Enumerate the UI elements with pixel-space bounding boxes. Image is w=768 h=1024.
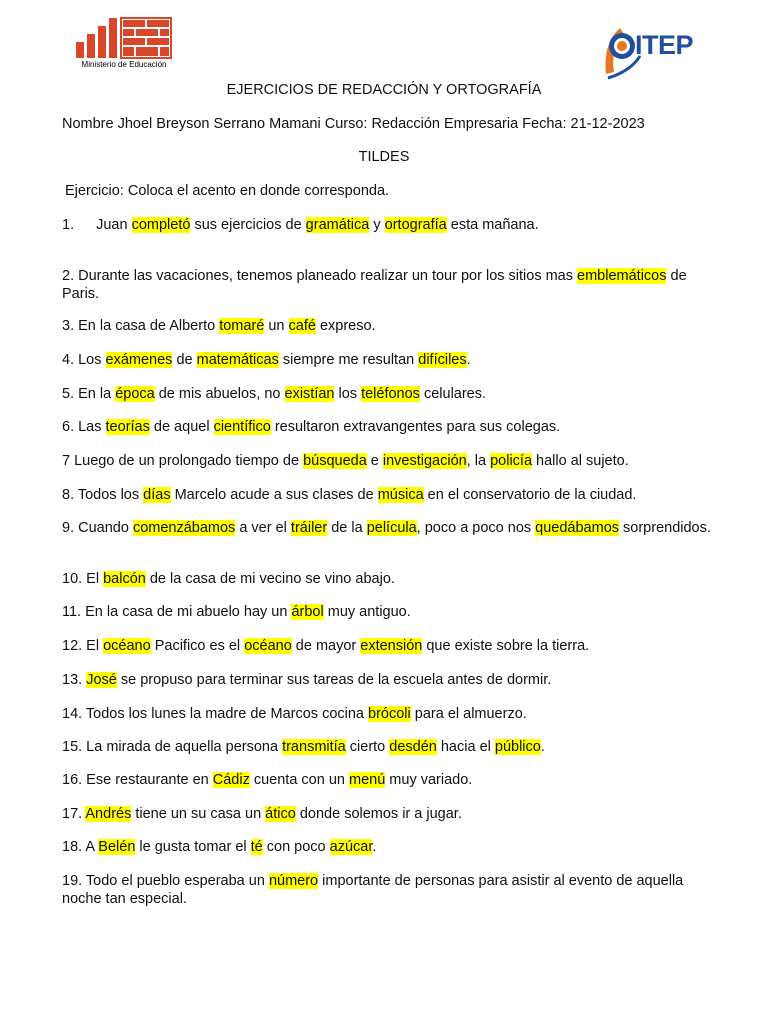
sentence-text: de [172, 352, 197, 368]
exercise-item-7 [62, 452, 712, 470]
exercise-item-11 [62, 603, 712, 621]
sentence-text: celulares. [419, 386, 487, 402]
highlighted-word: teorías [105, 419, 150, 435]
sentence-text: Juan [96, 217, 132, 233]
itep-logo [602, 16, 694, 80]
sentence-text: . [372, 839, 377, 855]
sentence-text: con poco [262, 839, 330, 855]
sentence-text: sorprendidos. [619, 520, 711, 536]
sentence-text: 7 Luego de un prolongado tiempo de [62, 453, 304, 469]
sentence-text: 1. [62, 217, 75, 233]
highlighted-word: número [268, 873, 319, 889]
sentence-text: cierto [345, 739, 390, 755]
highlighted-word: científico [213, 419, 271, 435]
sentence-text: 8. Todos los [62, 487, 144, 503]
sentence-text: , poco a poco nos [416, 520, 536, 536]
highlighted-word: completó [131, 217, 191, 233]
sentence-text: de mayor [291, 638, 361, 654]
sentence-text: sus ejercicios de [190, 217, 306, 233]
exercise-instruction: Ejercicio: Coloca el acento en donde corresponda. [65, 183, 390, 199]
sentence-text: que existe sobre la tierra. [422, 638, 590, 654]
exercise-item-8 [62, 486, 712, 504]
highlighted-word: azúcar [329, 839, 373, 855]
sentence-text: hacia el [436, 739, 495, 755]
student-info-line: Nombre Jhoel Breyson Serrano Mamani Curso: Redacción Empresaria Fecha: 21-12-2023 [62, 116, 645, 132]
highlighted-word: investigación [382, 453, 467, 469]
sentence-text: 14. Todos los lunes la madre de Marcos cocina [62, 706, 369, 722]
highlighted-word: árbol [291, 604, 324, 620]
sentence-text: 9. Cuando [62, 520, 133, 536]
exercise-item-9 [62, 519, 712, 537]
exercise-item-10 [62, 570, 712, 588]
highlighted-word: emblemáticos [577, 268, 667, 284]
highlighted-word: ortografía [384, 217, 447, 233]
highlighted-word: gramática [305, 217, 370, 233]
highlighted-word: público [494, 739, 541, 755]
highlighted-word: época [115, 386, 155, 402]
sentence-text: 18. A [62, 839, 99, 855]
highlighted-word: tráiler [290, 520, 328, 536]
sentence-text: en el conservatorio de la ciudad. [423, 487, 637, 503]
sentence-text: los [334, 386, 362, 402]
highlighted-word: balcón [103, 571, 146, 587]
highlighted-word: transmitía [282, 739, 346, 755]
highlighted-word: tomaré [219, 318, 265, 334]
highlighted-word: José [86, 672, 117, 688]
highlighted-word: océano [103, 638, 151, 654]
sentence-text: de aquel [149, 419, 214, 435]
exercise-item-2 [62, 267, 712, 303]
sentence-text: 2. Durante las vacaciones, tenemos planeado realizar un tour por los sitios mas [62, 268, 578, 284]
exercise-item-18 [62, 838, 712, 856]
sentence-text: 11. En la casa de mi abuelo hay un [62, 604, 292, 620]
sentence-text: importante de personas para asistir al evento de aquella noche tan especial. [62, 873, 684, 907]
sentence-text: 13. [62, 672, 87, 688]
sentence-text: le gusta tomar el [135, 839, 251, 855]
sentence-text: de la casa de mi vecino se vino abajo. [145, 571, 395, 587]
sentence-text: muy variado. [385, 772, 473, 788]
highlighted-word: teléfonos [361, 386, 420, 402]
sentence-text: Pacifico es el [150, 638, 245, 654]
sentence-text: muy antiguo. [323, 604, 411, 620]
sentence-text: 16. Ese restaurante en [62, 772, 213, 788]
exercise-item-17 [62, 805, 712, 823]
exercise-item-5 [62, 385, 712, 403]
sentence-text: 5. En la [62, 386, 116, 402]
exercise-item-4 [62, 351, 712, 369]
itep-logo-text: ITEP [635, 30, 694, 60]
sentence-text: 19. Todo el pueblo esperaba un [62, 873, 269, 889]
sentence-text: siempre me resultan [278, 352, 419, 368]
exercise-item-15 [62, 738, 712, 756]
highlighted-word: quedábamos [535, 520, 620, 536]
exercise-item-12 [62, 637, 712, 655]
sentence-text: 4. Los [62, 352, 106, 368]
sentence-text: 12. El [62, 638, 104, 654]
sentence-text: expreso. [315, 318, 376, 334]
highlighted-word: ático [265, 806, 296, 822]
highlighted-word: café [288, 318, 316, 334]
sentence-text: , la [466, 453, 491, 469]
ministerio-logo [68, 14, 178, 76]
highlighted-word: matemáticas [196, 352, 279, 368]
sentence-text: e [366, 453, 383, 469]
section-subtitle: TILDES [358, 149, 410, 165]
highlighted-word: océano [244, 638, 292, 654]
sentence-text: para el almuerzo. [410, 706, 527, 722]
highlighted-word: brócoli [368, 706, 411, 722]
highlighted-word: policía [490, 453, 533, 469]
highlighted-word: días [143, 487, 171, 503]
highlighted-word: música [377, 487, 424, 503]
sentence-text: de la [327, 520, 367, 536]
sentence-text: se propuso para terminar sus tareas de la escuela antes de dormir. [116, 672, 552, 688]
exercise-item-6 [62, 418, 712, 436]
highlighted-word: película [366, 520, 417, 536]
sentence-text: a ver el [235, 520, 291, 536]
sentence-text: 15. La mirada de aquella persona [62, 739, 283, 755]
highlighted-word: Andrés [85, 806, 132, 822]
sentence-text: 10. El [62, 571, 104, 587]
highlighted-word: té [250, 839, 263, 855]
exercise-item-16 [62, 771, 712, 789]
highlighted-word: búsqueda [303, 453, 367, 469]
exercise-item-3 [62, 317, 712, 335]
sentence-text: . [540, 739, 545, 755]
exercise-item-19 [62, 872, 712, 908]
highlighted-word: desdén [389, 739, 437, 755]
highlighted-word: Cádiz [212, 772, 250, 788]
sentence-text: 3. En la casa de Alberto [62, 318, 220, 334]
highlighted-word: comenzábamos [132, 520, 236, 536]
exercise-item-1 [62, 216, 712, 234]
sentence-text: y [369, 217, 385, 233]
highlighted-word: menú [349, 772, 386, 788]
sentence-text: . [466, 352, 471, 368]
sentence-text: Marcelo acude a sus clases de [170, 487, 378, 503]
document-title: EJERCICIOS DE REDACCIÓN Y ORTOGRAFÍA [226, 82, 542, 98]
highlighted-word: existían [284, 386, 335, 402]
ministerio-logo-graphic [68, 14, 178, 62]
sentence-text: 6. Las [62, 419, 106, 435]
sentence-text: de mis abuelos, no [154, 386, 285, 402]
sentence-text: tiene un su casa un [131, 806, 266, 822]
highlighted-word: extensión [360, 638, 423, 654]
highlighted-word: Belén [98, 839, 136, 855]
exercise-item-14 [62, 705, 712, 723]
exercise-item-13 [62, 671, 712, 689]
sentence-text: cuenta con un [249, 772, 349, 788]
highlighted-word: difíciles [418, 352, 467, 368]
sentence-text: donde solemos ir a jugar. [295, 806, 462, 822]
sentence-text: esta mañana. [446, 217, 539, 233]
sentence-text: un [264, 318, 289, 334]
sentence-text: de Paris. [62, 268, 687, 302]
ministerio-logo-caption: Ministerio de Educación [81, 60, 167, 69]
sentence-text: 17. [62, 806, 86, 822]
sentence-text: hallo al sujeto. [532, 453, 629, 469]
sentence-text: resultaron extravangentes para sus colegas. [270, 419, 561, 435]
highlighted-word: exámenes [105, 352, 173, 368]
